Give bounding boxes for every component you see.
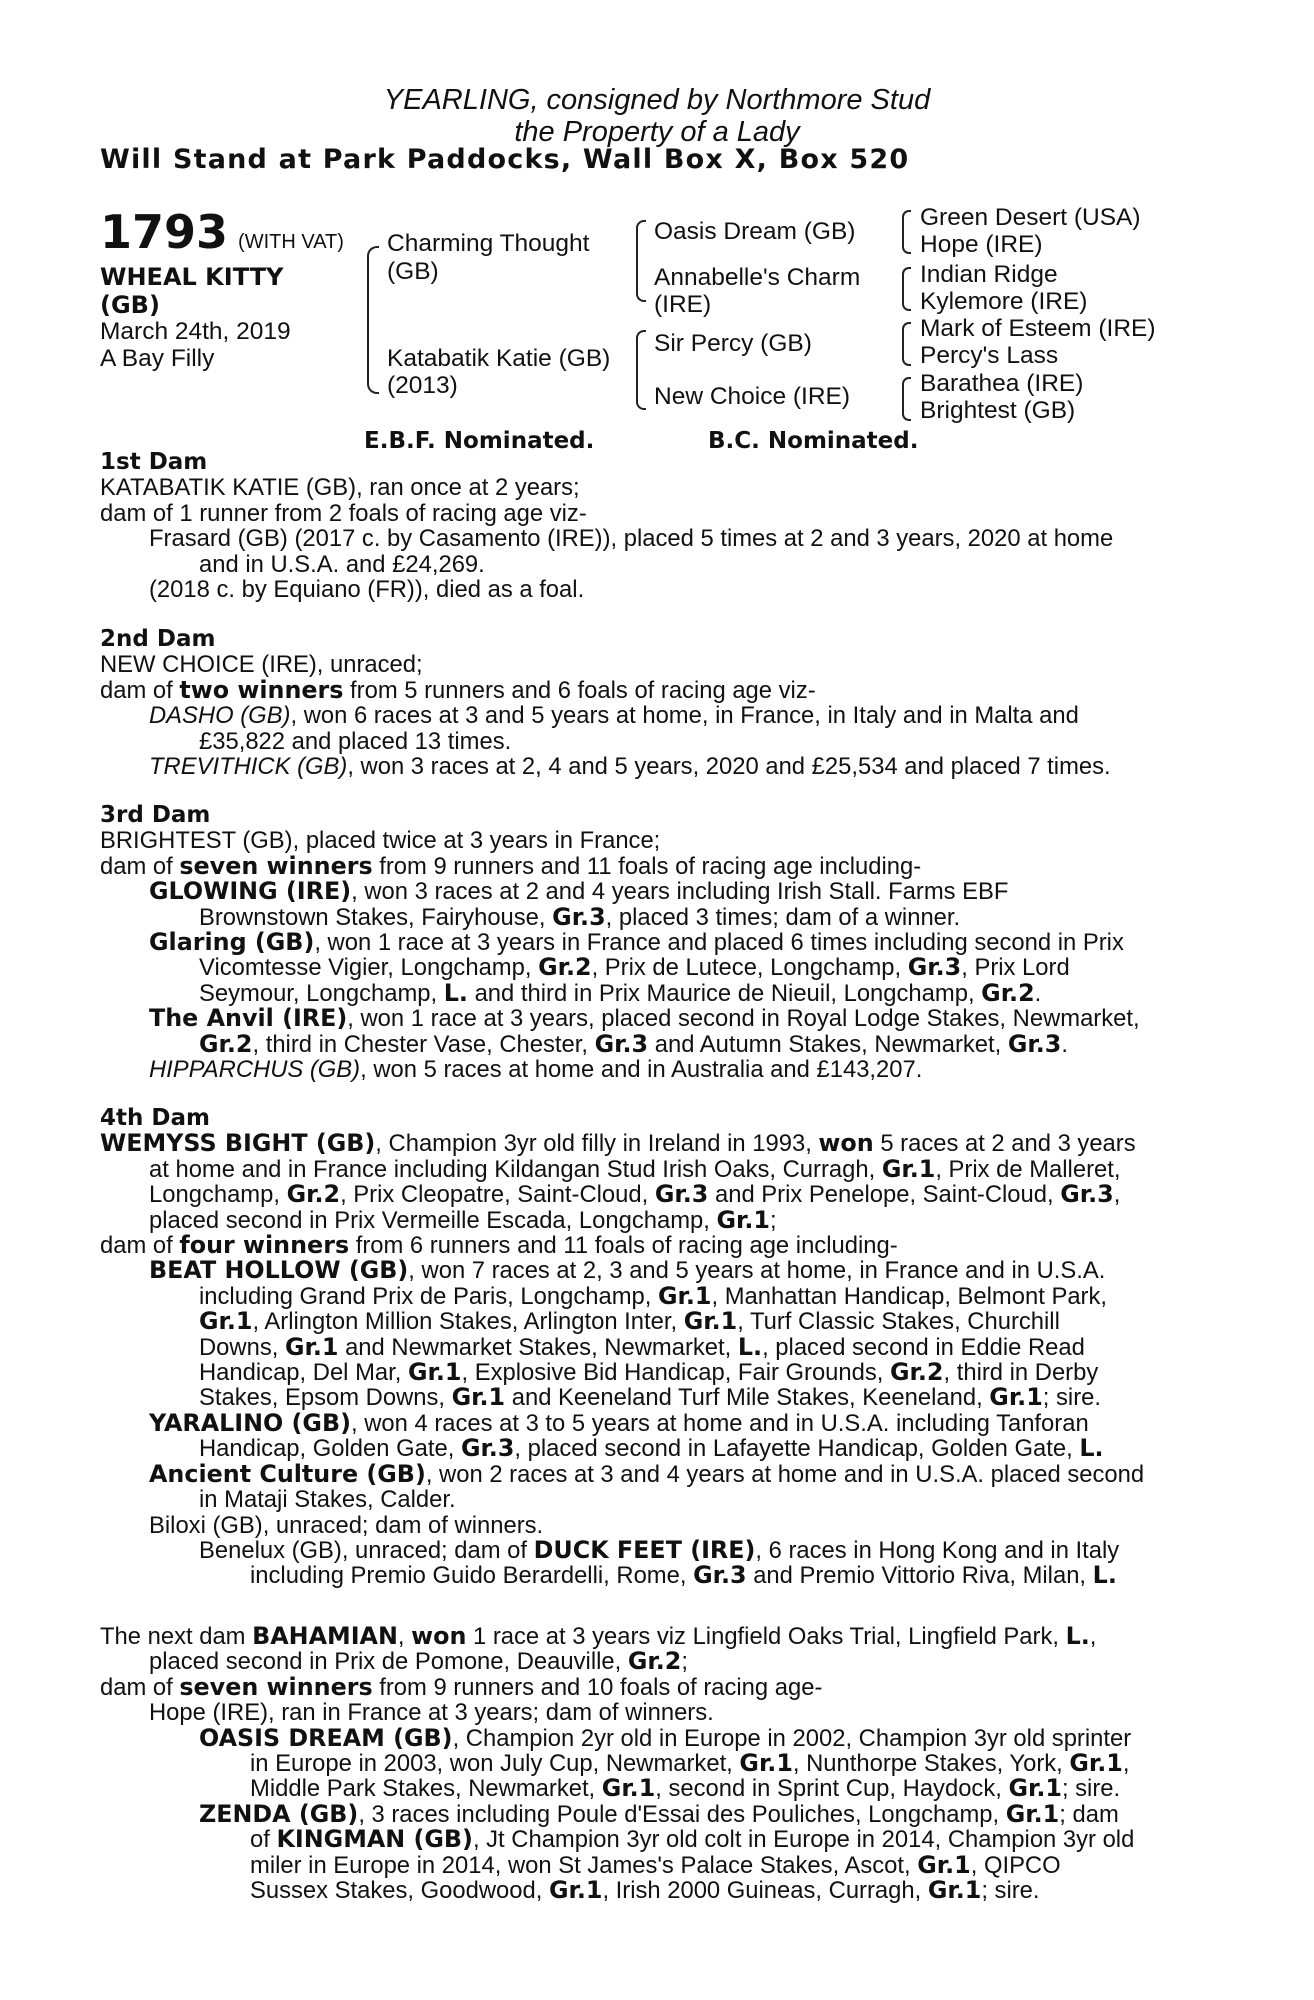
dam-line: placed second in Prix de Pomone, Deauville, Gr.2; (149, 1647, 688, 1676)
produce-line: DASHO (GB), won 6 races at 3 and 5 years at home, in France, in Italy and in Malta and (149, 702, 1079, 730)
stand-location: Will Stand at Park Paddocks, Wall Box X, Box 520 (100, 144, 910, 175)
dam-name: Katabatik Katie (GB) (387, 345, 611, 372)
produce-line: Vicomtesse Vigier, Longchamp, Gr.2, Prix de Lutece, Longchamp, Gr.3, Prix Lord (199, 953, 1070, 982)
produce-line: Handicap, Del Mar, Gr.1, Explosive Bid Handicap, Fair Grounds, Gr.2, third in Derby (199, 1358, 1099, 1387)
vat-note: (WITH VAT) (238, 231, 344, 253)
horse-description: A Bay Filly (100, 345, 215, 372)
dam-year: (2013) (387, 372, 458, 399)
produce-line: BEAT HOLLOW (GB), won 7 races at 2, 3 and 5 years at home, in France and in U.S.A. (149, 1256, 1106, 1285)
section-title: 2nd Dam (100, 626, 216, 652)
produce-line: OASIS DREAM (GB), Champion 2yr old in Europe in 2002, Champion 3yr old sprinter (199, 1723, 1132, 1752)
ggp-1: Green Desert (USA) (920, 204, 1141, 231)
first-dam-section (100, 450, 1210, 602)
produce-line: TREVITHICK (GB), won 3 races at 2, 4 and 5 years, 2020 and £25,534 and placed 7 times. (149, 753, 1111, 781)
dam-line: The next dam BAHAMIAN, won 1 race at 3 years viz Lingfield Oaks Trial, Lingfield Park, L., (100, 1622, 1097, 1650)
produce-line: miler in Europe in 2014, won St James's Palace Stakes, Ascot, Gr.1, QIPCO (250, 1850, 1061, 1879)
third-dam-section (100, 803, 1210, 1082)
produce-line: Brownstown Stakes, Fairyhouse, Gr.3, placed 3 times; dam of a winner. (199, 902, 961, 931)
produce-line: of KINGMAN (GB), Jt Champion 3yr old colt in Europe in 2014, Champion 3yr old (250, 1825, 1135, 1854)
dam-dam: New Choice (IRE) (654, 383, 851, 410)
property-heading: the Property of a Lady (514, 116, 800, 148)
sire-dam-country: (IRE) (654, 291, 712, 318)
fourth-dam-section (100, 1106, 1210, 1589)
ggp-2: Hope (IRE) (920, 231, 1043, 258)
dam-line: placed second in Prix Vermeille Escada, Longchamp, Gr.1; (149, 1205, 777, 1234)
produce-line: Benelux (GB), unraced; dam of DUCK FEET (IRE), 6 races in Hong Kong and in Italy (199, 1535, 1120, 1564)
produce-line: Hope (IRE), ran in France at 3 years; dam of winners. (149, 1699, 714, 1727)
dam-line: dam of two winners from 5 runners and 6 foals of racing age viz- (100, 675, 816, 704)
pedigree-brace (902, 210, 911, 254)
sire-dam: Annabelle's Charm (654, 264, 861, 291)
produce-line: Gr.1, Arlington Million Stakes, Arlington Inter, Gr.1, Turf Classic Stakes, Churchill (199, 1307, 1060, 1336)
pedigree-brace (367, 246, 379, 394)
bc-nomination: B.C. Nominated. (708, 428, 919, 454)
produce-line: Frasard (GB) (2017 c. by Casamento (IRE)), placed 5 times at 2 and 3 years, 2020 at home (149, 525, 1114, 553)
produce-line: Ancient Culture (GB), won 2 races at 3 and 4 years at home and in U.S.A. placed second (149, 1459, 1145, 1488)
ebf-nomination: E.B.F. Nominated. (364, 428, 595, 454)
produce-line: (2018 c. by Equiano (FR)), died as a foal. (149, 576, 585, 604)
section-title: 3rd Dam (100, 802, 211, 828)
next-dam-section (100, 1624, 1210, 1903)
produce-line: Glaring (GB), won 1 race at 3 years in France and placed 6 times including second in Prix (149, 928, 1124, 957)
sire-name: Charming Thought (387, 230, 590, 257)
produce-line: YARALINO (GB), won 4 races at 3 to 5 years at home and in U.S.A. including Tanforan (149, 1408, 1089, 1437)
pedigree-brace (636, 330, 646, 410)
dam-line: dam of seven winners from 9 runners and 10 foals of racing age- (100, 1672, 823, 1701)
produce-line: in Europe in 2003, won July Cup, Newmarket, Gr.1, Nunthorpe Stakes, York, Gr.1, (250, 1749, 1130, 1778)
dam-line: dam of seven winners from 9 runners and 11 foals of racing age including- (100, 851, 922, 880)
pedigree-brace (902, 267, 911, 311)
dam-line: dam of four winners from 6 runners and 11 foals of racing age including- (100, 1231, 898, 1260)
dam-line: NEW CHOICE (IRE), unraced; (100, 651, 423, 679)
produce-line: £35,822 and placed 13 times. (199, 727, 512, 755)
pedigree-brace (902, 322, 911, 366)
horse-country: (GB) (100, 291, 160, 319)
dam-line: BRIGHTEST (GB), placed twice at 3 years in France; (100, 827, 661, 855)
ggp-5: Mark of Esteem (IRE) (920, 315, 1156, 342)
consignment-heading: YEARLING, consigned by Northmore Stud (383, 84, 931, 116)
lot-header (100, 205, 344, 259)
produce-line: Downs, Gr.1 and Newmarket Stakes, Newmarket, L., placed second in Eddie Read (199, 1332, 1085, 1361)
produce-line: Middle Park Stakes, Newmarket, Gr.1, second in Sprint Cup, Haydock, Gr.1; sire. (250, 1774, 1121, 1803)
dam-line: KATABATIK KATIE (GB), ran once at 2 years; (100, 474, 580, 502)
ggp-7: Barathea (IRE) (920, 370, 1084, 397)
section-title: 1st Dam (100, 449, 208, 475)
produce-line: Seymour, Longchamp, L. and third in Prix Maurice de Nieuil, Longchamp, Gr.2. (199, 978, 1042, 1007)
ggp-6: Percy's Lass (920, 342, 1059, 369)
ggp-3: Indian Ridge (920, 261, 1058, 288)
produce-line: HIPPARCHUS (GB), won 5 races at home and in Australia and £143,207. (149, 1056, 923, 1084)
produce-line: Gr.2, third in Chester Vase, Chester, Gr.3 and Autumn Stakes, Newmarket, Gr.3. (199, 1029, 1068, 1058)
pedigree-brace (902, 377, 911, 421)
produce-line: ZENDA (GB), 3 races including Poule d'Essai des Pouliches, Longchamp, Gr.1; dam (199, 1799, 1119, 1828)
ggp-8: Brightest (GB) (920, 397, 1076, 424)
produce-line: GLOWING (IRE), won 3 races at 2 and 4 years including Irish Stall. Farms EBF (149, 877, 1009, 906)
produce-line: in Mataji Stakes, Calder. (199, 1486, 456, 1514)
pedigree-brace (636, 220, 646, 302)
dam-line: WEMYSS BIGHT (GB), Champion 3yr old filly in Ireland in 1993, won 5 races at 2 and 3 years (100, 1129, 1136, 1158)
lot-number: 1793 (100, 205, 229, 259)
second-dam-section (100, 627, 1210, 779)
sire-country: (GB) (387, 258, 439, 285)
produce-line: including Grand Prix de Paris, Longchamp, Gr.1, Manhattan Handicap, Belmont Park, (199, 1281, 1107, 1310)
dam-line: Longchamp, Gr.2, Prix Cleopatre, Saint-Cloud, Gr.3 and Prix Penelope, Saint-Cloud, Gr.3, (149, 1180, 1121, 1209)
produce-line: Biloxi (GB), unraced; dam of winners. (149, 1511, 544, 1539)
produce-line: Sussex Stakes, Goodwood, Gr.1, Irish 2000 Guineas, Curragh, Gr.1; sire. (250, 1876, 1040, 1905)
horse-name: WHEAL KITTY (100, 263, 284, 291)
dam-line: dam of 1 runner from 2 foals of racing age viz- (100, 499, 587, 527)
produce-line: The Anvil (IRE), won 1 race at 3 years, placed second in Royal Lodge Stakes, Newmarket, (149, 1004, 1140, 1033)
produce-line: and in U.S.A. and £24,269. (199, 550, 485, 578)
foaling-date: March 24th, 2019 (100, 318, 291, 345)
produce-line: Handicap, Golden Gate, Gr.3, placed second in Lafayette Handicap, Golden Gate, L. (199, 1434, 1104, 1463)
ggp-4: Kylemore (IRE) (920, 288, 1088, 315)
dam-line: at home and in France including Kildangan Stud Irish Oaks, Curragh, Gr.1, Prix de Malleret, (149, 1154, 1121, 1183)
produce-line: including Premio Guido Berardelli, Rome, Gr.3 and Premio Vittorio Riva, Milan, L. (250, 1561, 1117, 1590)
section-title: 4th Dam (100, 1105, 210, 1131)
sire-sire: Oasis Dream (GB) (654, 218, 856, 245)
dam-sire: Sir Percy (GB) (654, 330, 812, 357)
produce-line: Stakes, Epsom Downs, Gr.1 and Keeneland Turf Mile Stakes, Keeneland, Gr.1; sire. (199, 1383, 1101, 1412)
